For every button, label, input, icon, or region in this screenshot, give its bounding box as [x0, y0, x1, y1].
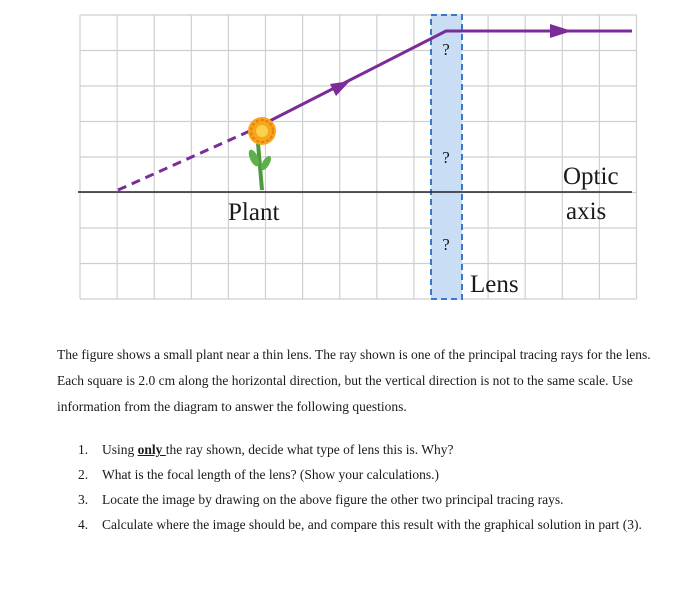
optic-axis-label-line1: Optic	[563, 163, 619, 190]
question-number: 1.	[78, 442, 89, 457]
plant-icon	[247, 117, 276, 190]
lens-mark-top: ?	[442, 40, 450, 59]
question-item	[78, 462, 658, 487]
question-emphasis: only	[137, 442, 166, 457]
question-text-part: Using	[102, 442, 138, 457]
question-text: Locate the image by drawing on the above figure the other two principal tracing rays.	[102, 492, 564, 507]
question-item	[78, 437, 658, 462]
plant-label: Plant	[228, 199, 280, 226]
question-number: 2.	[78, 467, 89, 482]
question-text-part: the ray shown, decide what type of lens this is. Why?	[165, 442, 454, 457]
problem-intro: The figure shows a small plant near a thin lens. The ray shown is one of the principal tracing rays for the lens. Each square is 2.0 cm along the horizontal direction, but the vertical direction is not to the same scale. Use information from the diagram to answer the following questions.	[57, 347, 651, 414]
ray-extension-dashed	[118, 130, 252, 190]
question-number: 3.	[78, 492, 89, 507]
question-list	[78, 437, 658, 537]
question-text	[102, 437, 658, 462]
question-text: What is the focal length of the lens? (Show your calculations.)	[102, 467, 440, 482]
question-item	[78, 487, 658, 512]
lens-label: Lens	[470, 271, 519, 298]
question-item	[78, 512, 658, 537]
lens-mark-middle: ?	[442, 148, 450, 167]
question-number: 4.	[78, 517, 89, 532]
grid	[80, 15, 637, 299]
ray-arrow-2	[550, 24, 572, 38]
optic-axis-label-line2: axis	[566, 198, 607, 225]
lens-mark-bottom: ?	[442, 235, 450, 254]
question-text: Calculate where the image should be, and compare this result with the graphical solution in part (3).	[102, 517, 642, 532]
